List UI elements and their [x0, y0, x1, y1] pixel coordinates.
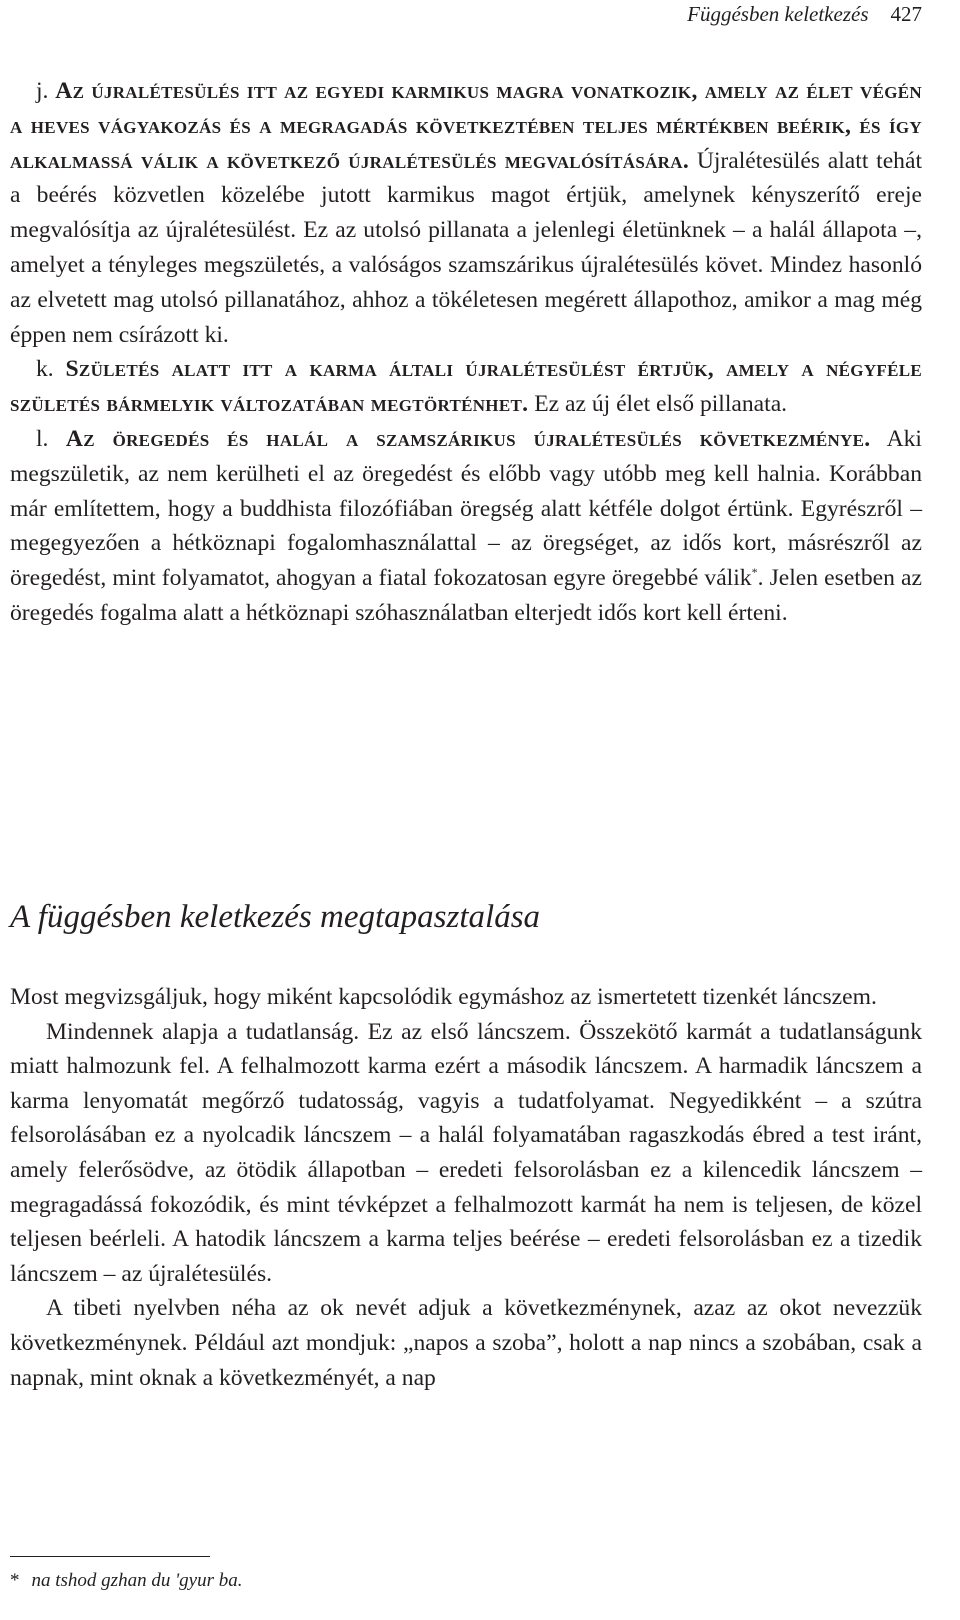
list-item-j: [10, 74, 922, 352]
item-title: Az újralétesülés itt az egyedi karmikus magra vonatkozik, amely az élet végén a heves vágyakozás és a megragadás következtében teljes mértékben beérik, és így alkalmassá válik a következő újralétesülés megvalósítására.: [10, 78, 922, 174]
running-header: [687, 0, 922, 28]
item-text: Ez az új élet első pillanata.: [528, 391, 788, 418]
item-text: Újralétesülés alatt tehát a beérés közvetlen közelébe jutott karmikus magot értjük, amelynek kényszerítő ereje megvalósítja az újralétesülést. Ez az utolsó pillanata a jelenlegi életünknek – a halál állapota –, amelyet a tényleges megszületés, a valóságos szamszárikus újralétesülés követ. Mindez hasonló az elvetett mag utolsó pillanatához, ahhoz a tökéletesen megérett állapothoz, amikor a mag még éppen nem csírázott ki.: [10, 147, 923, 348]
item-title: Születés alatt itt a karma általi újralétesülést értjük, amely a négyféle születés bármelyik változatában megtörténhet.: [10, 356, 922, 418]
item-title: Az öregedés és halál a szamszárikus újralétesülés következménye.: [65, 425, 871, 452]
list-item-paragraph: [10, 352, 922, 422]
list-item-paragraph: [10, 422, 922, 631]
item-letter: k.: [36, 356, 54, 383]
item-letter: l.: [36, 425, 49, 452]
section-paragraph: Mindennek alapja a tudatlanság. Ez az első láncszem. Összekötő karmát a tudatlanságunk miatt halmozunk fel. A felhalmozott karma ezért a második láncszem. A harmadik láncszem a karma lenyomatát megőrző tudatosság, vagyis a tudatfolyamat. Negyedikként – a szútra felsorolásában ez a nyolcadik láncszem – a halál folyamatában ragaszkodás ébred a test iránt, amely felerősödve, az ötödik állapotban – eredeti felsorolásban ez a kilencedik láncszem – megragadássá fokozódik, és mint tévképzet a felhalmozott karmát ha nem is teljesen, de közel teljesen beérleli. A hatodik láncszem a karma teljes beérése – eredeti felsorolásban ez a tizedik láncszem – az újralétesülés.: [10, 1018, 922, 1287]
section-paragraph: Most megvizsgáljuk, hogy miként kapcsolódik egymáshoz az ismertetett tizenkét láncszem.: [10, 984, 877, 1010]
section-heading: A függésben keletkezés megtapasztalása: [10, 899, 541, 935]
item-letter: j.: [36, 78, 49, 104]
page-number: 427: [890, 2, 922, 26]
list-continuation: [10, 74, 922, 631]
footnote: [10, 1568, 922, 1594]
list-item-paragraph: [10, 74, 922, 352]
footnote-mark: *: [10, 1570, 20, 1591]
section-paragraph: A tibeti nyelvben néha az ok nevét adjuk a következménynek, azaz az okot nevezzük következménynek. Például azt mondjuk: „napos a szoba”, holott a nap nincs a szobában, csak a napnak, mint oknak a következményét, a nap: [10, 1295, 922, 1391]
item-text: Aki megszületik, az nem kerülheti el az öregedést és előbb vagy utóbb meg kell halnia. Korábban már említettem, hogy a buddhista filozófiában öregség alatt kétféle dolgot értünk. Egyrészről – megegyezően a hétköznapi fogalomhasználattal – az öregséget, az idős kort, másrészről az öregedést, mint folyamatot, ahogyan a fiatal fokozatosan egyre öregebbé válik: [10, 425, 922, 592]
list-item-l: [10, 422, 922, 631]
footnote-rule: [10, 1556, 210, 1557]
footnote-reference[interactable]: *: [751, 565, 758, 580]
running-title: Függésben keletkezés: [687, 2, 869, 26]
footnote-text: na tshod gzhan du 'gyur ba.: [31, 1570, 243, 1591]
item-text-continued: . Jelen esetben az öregedés fogalma alatt a hétköznapi szóhasználatban elterjedt idős kort kell érteni.: [10, 565, 922, 626]
section-body: [10, 980, 922, 1395]
book-page: [10, 0, 922, 1620]
list-item-k: [10, 352, 922, 422]
